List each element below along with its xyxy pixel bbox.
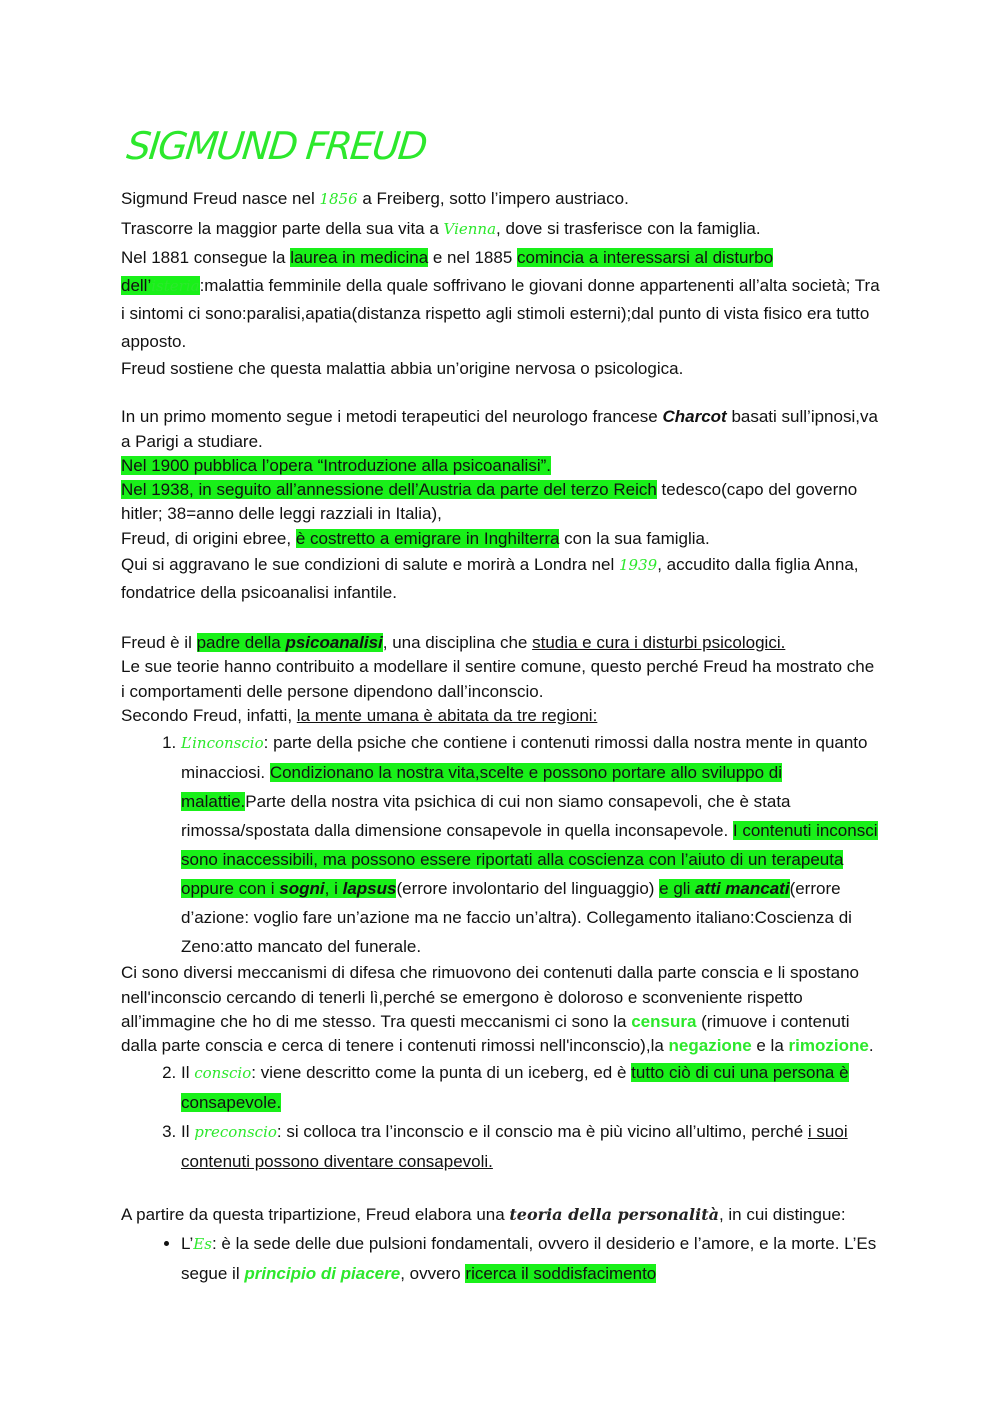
highlight-father: padre della psicoanalisi xyxy=(196,633,383,653)
document-body xyxy=(121,184,881,1288)
name-charcot: Charcot xyxy=(662,407,727,427)
list-item-preconscio: 3. Il preconscio: si colloca tra l’inconscio e il conscio ma è più vicino all’ultimo, perché i suoi contenuti possono diventare consapevoli. xyxy=(181,1117,881,1176)
death-year: 1939 xyxy=(619,556,658,575)
paragraph-personality: A partire da questa tripartizione, Freud elabora una teoria della personalità, in cui distingue: xyxy=(121,1205,846,1225)
paragraph-psychoanalysis: Freud è il padre della psicoanalisi, una disciplina che studia e cura i disturbi psicologici. xyxy=(121,633,786,653)
paragraph-theories: Le sue teorie hanno contribuito a modellare il sentire comune, questo perché Freud ha mostrato che i comportamenti delle persone dipendono dall’inconscio. xyxy=(121,657,875,701)
paragraph-1938: Nel 1938, in seguito all’annessione dell’Austria da parte del terzo Reich tedesco(capo del governo hitler; 38=anno delle leggi razziali in Italia), xyxy=(121,480,858,524)
birth-year: 1856 xyxy=(319,190,358,208)
term-conscio: conscio xyxy=(194,1064,252,1083)
paragraph-charcot: In un primo momento segue i metodi terapeutici del neurologo francese Charcot basati sull’ipnosi,va a Parigi a studiare. xyxy=(121,407,878,451)
personality-list xyxy=(121,1229,881,1288)
paragraph-origin: Freud sostiene che questa malattia abbia un’origine nervosa o psicologica. xyxy=(121,359,684,378)
list-item-inconscio: 1. L’inconscio: parte della psiche che contiene i contenuti rimossi dalla nostra mente in quanto minacciosi. Condizionano la nostra vita,scelte e possono portare allo sviluppo di malattie.Parte della nostra vita psichica di cui non siamo consapevoli, che è stata rimossa/spostata dalla dimensione consapevole in quella inconsapevole. I contenuti inconsci sono inaccessibili, ma possono essere riportati alla coscienza con l’aiuto di un terapeuta oppure con i sogni, i lapsus(errore involontario del linguaggio) e gli atti mancati(errore d’azione: voglio fare un’azione ma ne faccio un’altra). Collegamento italiano:Coscienza di Zeno:atto mancato del funerale. xyxy=(181,728,881,961)
paragraph-1900: Nel 1900 pubblica l’opera “Introduzione alla psicoanalisi”. xyxy=(121,455,551,475)
paragraph-birth: Sigmund Freud nasce nel 1856 a Freiberg, sotto l’impero austriaco. xyxy=(121,189,629,208)
paragraph-death: Qui si aggravano le sue condizioni di salute e morirà a Londra nel 1939, accudito dalla figlia Anna, fondatrice della psicoanalisi infantile. xyxy=(121,555,859,603)
highlight-hysteria: comincia a interessarsi al disturbo dell’isteria xyxy=(121,248,774,295)
document-title: SIGMUND FREUD xyxy=(124,124,428,168)
term-inconscio: L’inconscio xyxy=(181,734,264,753)
paragraph-vienna: Trascorre la maggior parte della sua vita a Vienna, dove si trasferisce con la famiglia. xyxy=(121,219,761,238)
term-es: Es xyxy=(193,1235,212,1254)
paragraph-degree: Nel 1881 consegue la laurea in medicina e nel 1885 comincia a interessarsi al disturbo dell’isteria:malattia femminile della quale soffrivano le giovani donne appartenenti all’alta società; Tra i sintomi ci sono:paralisi,apatia(distanza rispetto agli stimoli esterni);dal punto di vista fisico era tutto apposto. xyxy=(121,248,880,351)
regions-list xyxy=(121,728,881,961)
paragraph-emigrate: Freud, di origini ebree, è costretto a emigrare in Inghilterra con la sua famiglia. xyxy=(121,528,710,548)
list-item-conscio: 2. Il conscio: viene descritto come la punta di un iceberg, ed è tutto ciò di cui una persona è consapevole. xyxy=(181,1058,881,1117)
highlight-1938: Nel 1938, in seguito all’annessione dell’Austria da parte del terzo Reich xyxy=(121,480,657,500)
paragraph-defense: Ci sono diversi meccanismi di difesa che rimuovono dei contenuti dalla parte conscia e li spostano nell'inconscio cercando di tenerli lì,perché se emergono è doloroso e sconveniente rispetto all’immagine che ho di me stesso. Tra questi meccanismi ci sono la censura (rimuove i contenuti dalla parte conscia e cerca di tenere i contenuti rimossi nell'inconscio),la negazione e la rimozione. xyxy=(121,963,874,1056)
term-isteria: isteria xyxy=(151,276,200,295)
regions-list-continued xyxy=(121,1058,881,1176)
highlight-degree: laurea in medicina xyxy=(290,248,429,267)
list-item-es: • L’Es: è la sede delle due pulsioni fondamentali, ovvero il desiderio e l’amore, e la morte. L’Es segue il principio di piacere, ovvero ricerca il soddisfacimento xyxy=(181,1229,881,1288)
term-personality: teoria della personalità xyxy=(509,1205,719,1225)
paragraph-regions-intro: Secondo Freud, infatti, la mente umana è abitata da tre regioni: xyxy=(121,705,598,725)
term-preconscio: preconscio xyxy=(194,1123,277,1142)
highlight-emigrate: è costretto a emigrare in Inghilterra xyxy=(295,528,560,548)
city-vienna: Vienna xyxy=(443,220,497,238)
